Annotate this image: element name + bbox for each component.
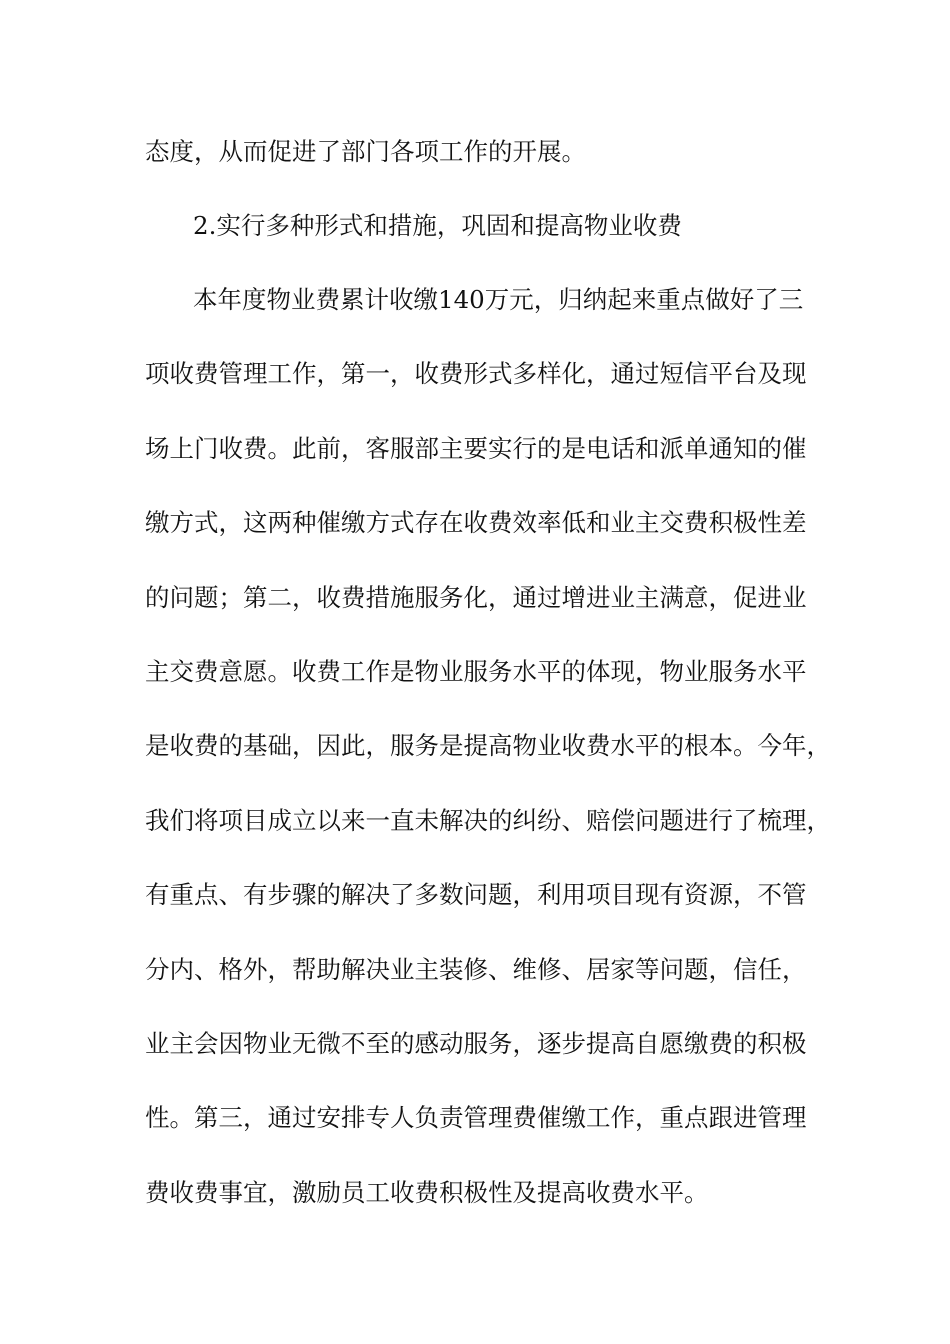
- paragraph-line-10: 我们将项目成立以来一直未解决的纠纷、赔偿问题进行了梳理，: [145, 806, 831, 835]
- paragraph-line-7: 的问题；第二，收费措施服务化，通过增进业主满意，促进业: [145, 583, 807, 612]
- paragraph-line-12: 分内、格外，帮助解决业主装修、维修、居家等问题，信任，: [145, 955, 807, 984]
- paragraph-line-4: 项收费管理工作，第一，收费形式多样化，通过短信平台及现: [145, 359, 807, 388]
- paragraph-line-5: 场上门收费。此前，客服部主要实行的是电话和派单通知的催: [145, 434, 807, 463]
- section-heading: 2.实行多种形式和措施，巩固和提高物业收费: [193, 211, 682, 240]
- paragraph-line-8: 主交费意愿。收费工作是物业服务水平的体现，物业服务水平: [145, 657, 807, 686]
- paragraph-line-14: 性。第三，通过安排专人负责管理费催缴工作，重点跟进管理: [145, 1103, 807, 1132]
- paragraph-line-13: 业主会因物业无微不至的感动服务，逐步提高自愿缴费的积极: [145, 1029, 807, 1058]
- paragraph-line-1: 态度，从而促进了部门各项工作的开展。: [145, 137, 586, 166]
- paragraph-line-15: 费收费事宜，激励员工收费积极性及提高收费水平。: [145, 1178, 709, 1207]
- paragraph-line-3: 本年度物业费累计收缴140万元，归纳起来重点做好了三: [193, 285, 804, 314]
- paragraph-line-9: 是收费的基础，因此，服务是提高物业收费水平的根本。今年，: [145, 731, 831, 760]
- paragraph-line-6: 缴方式，这两种催缴方式存在收费效率低和业主交费积极性差: [145, 508, 807, 537]
- paragraph-line-11: 有重点、有步骤的解决了多数问题，利用项目现有资源，不管: [145, 880, 807, 909]
